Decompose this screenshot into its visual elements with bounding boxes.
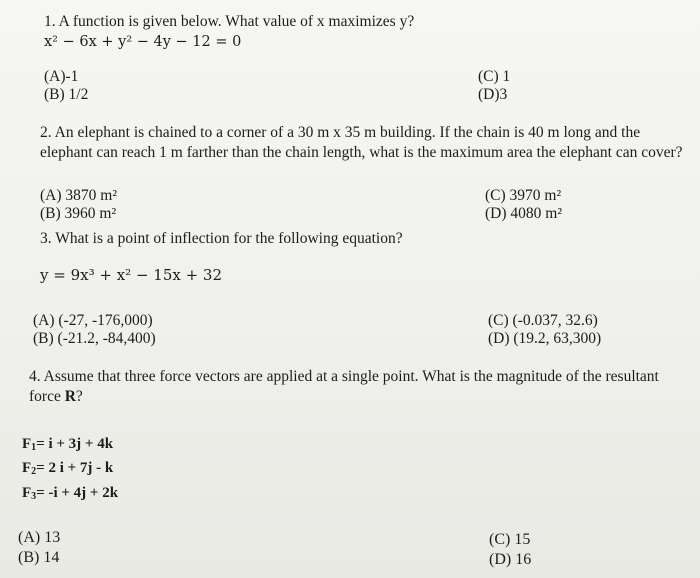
question-3-option-d: (D) (19.2, 63,300) bbox=[488, 330, 602, 347]
question-4-option-a: (A) 13 bbox=[18, 529, 61, 546]
question-2-prompt: An elephant is chained to a corner of a 30 m x 35 m building. If the chain is 40 m long and the elephant can reach 1 m farther than the chain length, what is the maximum area the elephant can cover? bbox=[40, 124, 683, 161]
question-1-prompt: A function is given below. What value of x maximizes y? bbox=[58, 13, 415, 30]
question-1-text bbox=[44, 12, 414, 32]
question-2-number: 2. bbox=[40, 124, 52, 141]
question-3-number: 3. bbox=[40, 230, 52, 247]
question-4-option-b: (B) 14 bbox=[18, 549, 60, 566]
question-1-equation: x² − 6x + y² − 4y − 12 = 0 bbox=[44, 34, 242, 50]
question-2-option-b: (B) 3960 m² bbox=[40, 205, 117, 222]
force-vector-3: $F_3= -i + 4j + 2k$ bbox=[22, 485, 119, 502]
question-3-prompt: What is a point of inflection for the following equation? bbox=[55, 230, 403, 247]
question-1-option-c: (C) 1 bbox=[478, 68, 511, 85]
question-2-option-a: (A) 3870 m² bbox=[40, 187, 117, 204]
question-3-option-a: (A) (-27, -176,000) bbox=[33, 312, 153, 329]
question-4-resultant-symbol: R bbox=[64, 388, 76, 405]
question-1-option-d: (D)3 bbox=[478, 86, 508, 103]
question-4-prompt-end: ? bbox=[75, 388, 83, 405]
question-2-option-c: (C) 3970 m² bbox=[485, 187, 562, 204]
question-3-text bbox=[40, 229, 403, 249]
force-vector-1: $F_1= i + 3j + 4k$ bbox=[22, 436, 114, 453]
question-4-option-c: (C) 15 bbox=[489, 531, 531, 548]
question-4-option-d: (D) 16 bbox=[489, 551, 532, 568]
question-1-option-a: (A)-1 bbox=[44, 68, 79, 85]
question-2-text bbox=[40, 123, 690, 163]
question-4-number: 4. bbox=[29, 368, 41, 385]
force-vector-2: $F_2= 2$ i + 7j - k bbox=[22, 460, 114, 477]
question-4-prompt: Assume that three force vectors are applied at a single point. What is the magnitude of the resultant force bbox=[29, 368, 659, 405]
question-1-option-b: (B) 1/2 bbox=[44, 86, 89, 103]
question-3-equation: y = 9x³ + x² − 15x + 32 bbox=[40, 266, 223, 284]
question-4-text bbox=[29, 367, 689, 407]
question-2-option-d: (D) 4080 m² bbox=[485, 205, 562, 222]
question-3-option-b: (B) (-21.2, -84,400) bbox=[33, 330, 156, 347]
question-1-number: 1. bbox=[44, 13, 56, 30]
question-3-option-c: (C) (-0.037, 32.6) bbox=[488, 312, 598, 329]
